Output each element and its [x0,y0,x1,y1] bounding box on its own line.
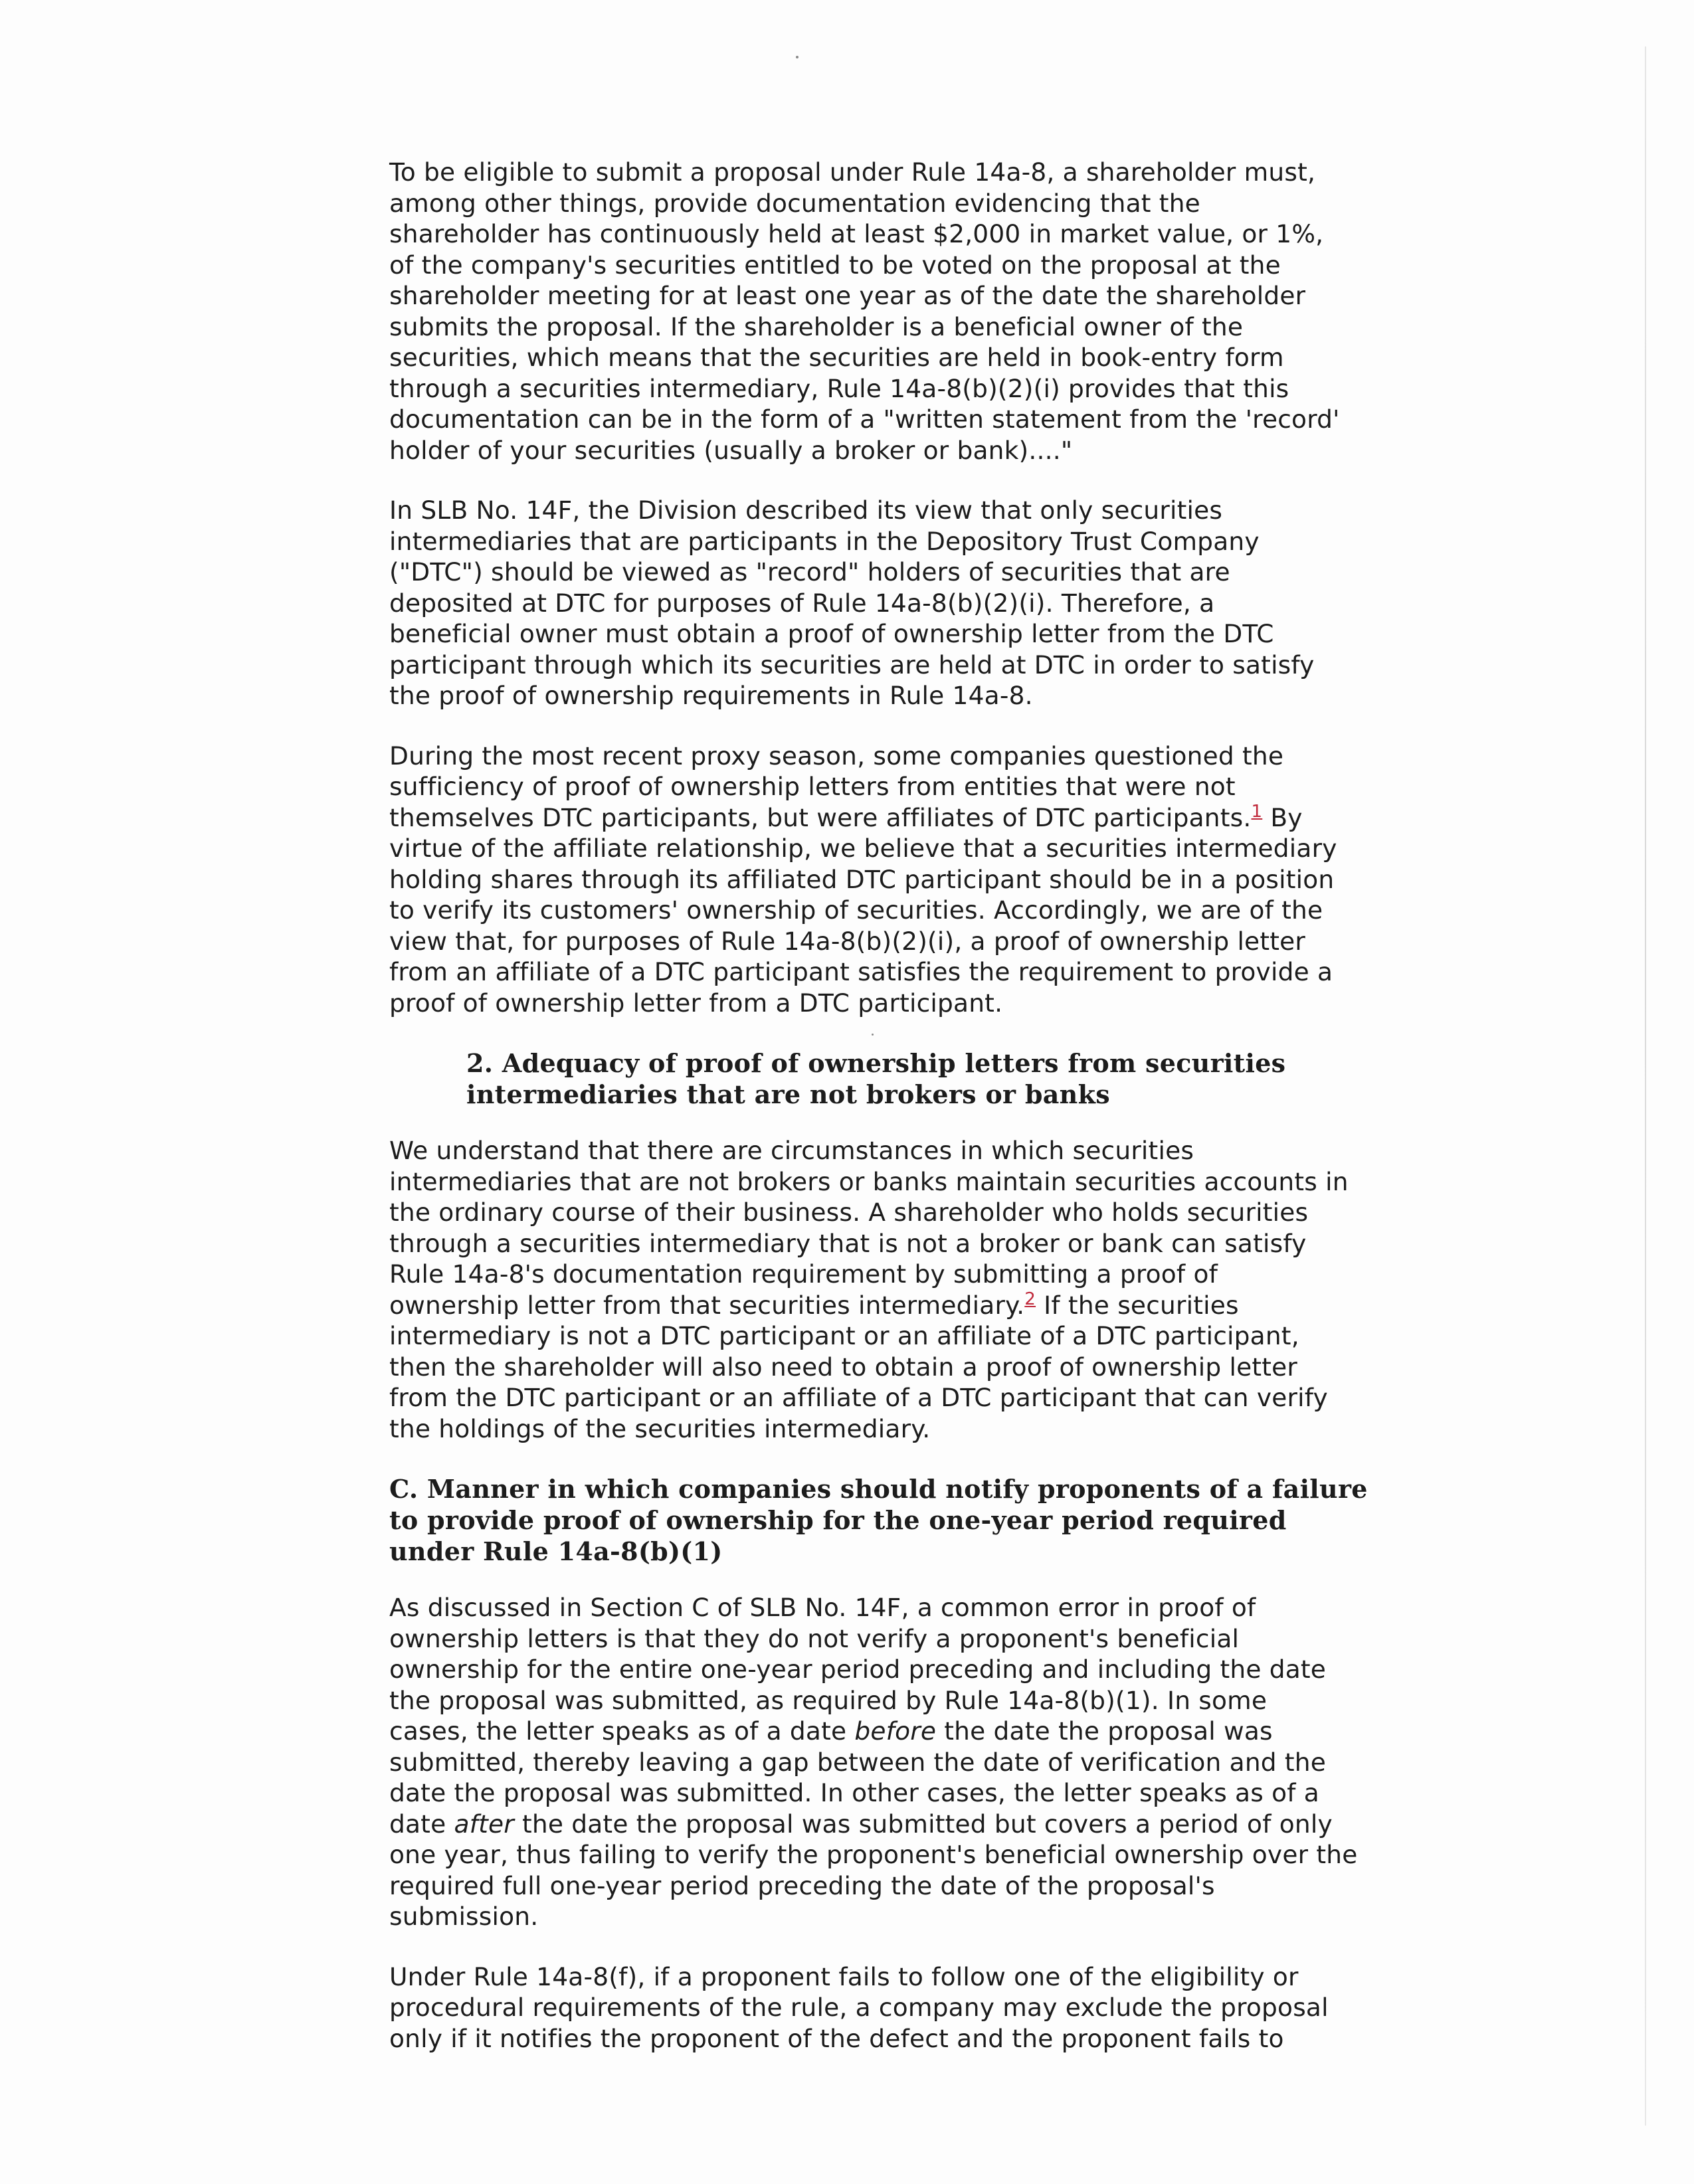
text-line: submitted, thereby leaving a gap between the date of verification and the [389,1747,1327,1777]
text-line: shareholder has continuously held at least $2,000 in market value, or 1%, [389,219,1324,248]
paragraph-slb-14f [389,495,1372,711]
text-line: holder of your securities (usually a broker or bank)...." [389,435,1073,465]
text-line [389,1290,1372,1321]
text-line: from the DTC participant or an affiliate of a DTC participant that can verify [389,1383,1328,1412]
text-line: of the company's securities entitled to be voted on the proposal at the [389,250,1281,280]
footnote-link-2[interactable]: 2 [1024,1289,1036,1309]
text-segment: date [389,1809,454,1839]
text-line: ownership letters is that they do not verify a proponent's beneficial [389,1623,1240,1653]
text-segment: ownership letter from that securities intermediary. [389,1290,1025,1320]
paragraph-rule-14a-8f [389,1961,1372,2054]
text-line: intermediary is not a DTC participant or an affiliate of a DTC participant, [389,1321,1299,1350]
text-line: through a securities intermediary, Rule 14a-8(b)(2)(i) provides that this [389,373,1289,403]
section-heading-2 [466,1047,1372,1110]
text-line: through a securities intermediary that is not a broker or bank can satisfy [389,1228,1307,1258]
text-line: the proposal was submitted, as required by Rule 14a-8(b)(1). In some [389,1685,1268,1715]
emphasis-before: before [854,1716,937,1746]
text-line: holding shares through its affiliated DTC participant should be in a position [389,864,1335,894]
text-line: Rule 14a-8's documentation requirement by submitting a proof of [389,1259,1218,1289]
text-line: ownership for the entire one-year period preceding and including the date [389,1655,1327,1684]
text-line: view that, for purposes of Rule 14a-8(b)(2)(i), a proof of ownership letter [389,926,1306,956]
text-line: to verify its customers' ownership of securities. Accordingly, we are of the [389,895,1323,925]
text-line: securities, which means that the securities are held in book-entry form [389,343,1284,372]
document-body [389,157,1372,2083]
text-line: intermediaries that are not brokers or banks maintain securities accounts in [389,1166,1349,1196]
text-line [389,1716,1372,1747]
heading-line: 2. Adequacy of proof of ownership letters from securities [466,1048,1286,1078]
footnote-link-1[interactable]: 1 [1251,801,1263,822]
text-line: date the proposal was submitted. In other cases, the letter speaks as of a [389,1778,1319,1807]
text-line: virtue of the affiliate relationship, we believe that a securities intermediary [389,834,1337,863]
text-line: submits the proposal. If the shareholder is a beneficial owner of the [389,312,1244,341]
text-line: intermediaries that are participants in the Depository Trust Company [389,526,1260,556]
text-segment: the date the proposal was submitted but covers a period of only [514,1809,1333,1839]
text-line: the holdings of the securities intermediary. [389,1413,931,1443]
text-line: sufficiency of proof of ownership letters from entities that were not [389,772,1236,801]
text-segment: If the securities [1036,1290,1239,1320]
text-line: In SLB No. 14F, the Division described its view that only securities [389,496,1223,525]
text-segment: themselves DTC participants, but were affiliates of DTC participants. [389,802,1252,832]
text-line: the ordinary course of their business. A shareholder who holds securities [389,1198,1309,1227]
text-line: shareholder meeting for at least one year as of the date the shareholder [389,281,1306,310]
heading-line: C. Manner in which companies should notify proponents of a failure [389,1474,1368,1504]
emphasis-after: after [454,1809,514,1839]
text-line: During the most recent proxy season, some companies questioned the [389,741,1284,771]
text-line: We understand that there are circumstances in which securities [389,1136,1194,1165]
text-line [389,1809,1372,1840]
scan-speck [796,56,799,58]
text-line [389,802,1372,834]
section-heading-c [389,1473,1372,1567]
text-line: the proof of ownership requirements in Rule 14a-8. [389,681,1033,710]
text-line: submission. [389,1902,539,1931]
text-line: documentation can be in the form of a "written statement from the 'record' [389,405,1340,434]
text-line: procedural requirements of the rule, a company may exclude the proposal [389,1993,1329,2022]
text-line: beneficial owner must obtain a proof of ownership letter from the DTC [389,619,1274,648]
heading-line: to provide proof of ownership for the one-year period required [389,1505,1287,1535]
text-segment: the date the proposal was [936,1716,1273,1746]
heading-line: under Rule 14a-8(b)(1) [389,1536,723,1566]
text-line: As discussed in Section C of SLB No. 14F, a common error in proof of [389,1593,1256,1622]
text-segment: By [1262,802,1303,832]
text-line: from an affiliate of a DTC participant satisfies the requirement to provide a [389,957,1333,986]
text-line: one year, thus failing to verify the proponent's beneficial ownership over the [389,1840,1358,1869]
text-line: deposited at DTC for purposes of Rule 14a-8(b)(2)(i). Therefore, a [389,588,1215,618]
text-line: proof of ownership letter from a DTC participant. [389,988,1003,1018]
text-line: required full one-year period preceding the date of the proposal's [389,1870,1215,1900]
paragraph-proxy-season [389,741,1372,1019]
text-segment: cases, the letter speaks as of a date [389,1716,855,1746]
text-line: Under Rule 14a-8(f), if a proponent fails to follow one of the eligibility or [389,1961,1299,1991]
text-line: then the shareholder will also need to obtain a proof of ownership letter [389,1352,1298,1382]
text-line: To be eligible to submit a proposal under Rule 14a-8, a shareholder must, [389,157,1316,187]
text-line: only if it notifies the proponent of the defect and the proponent fails to [389,2023,1284,2053]
text-line: among other things, provide documentation evidencing that the [389,188,1200,218]
paragraph-intermediaries [389,1135,1372,1444]
paragraph-common-error [389,1592,1372,1932]
heading-line: intermediaries that are not brokers or banks [466,1079,1110,1109]
text-line: ("DTC") should be viewed as "record" holders of securities that are [389,557,1230,587]
scan-edge-line [1645,46,1646,2126]
text-line: participant through which its securities are held at DTC in order to satisfy [389,650,1315,680]
paragraph-eligibility [389,157,1372,466]
